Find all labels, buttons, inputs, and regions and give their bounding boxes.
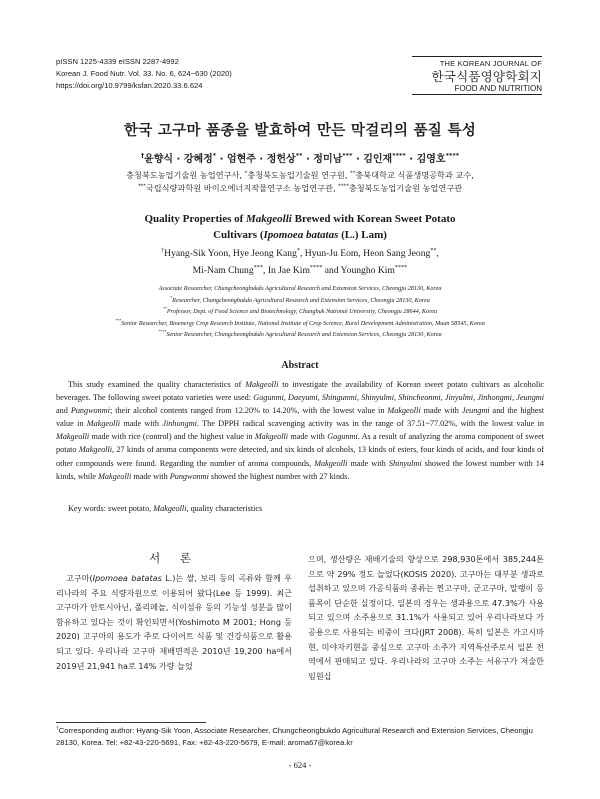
page-number: - 624 - <box>288 760 312 770</box>
author-list-en: †Hyang-Sik Yoon, Hye Jeong Kang*, Hyun-Ju Eom, Heon Sang Jeong**, Mi-Nam Chung***, In Jae Kim**** and Youngho Kim**** <box>161 246 439 276</box>
footnote-divider <box>56 722 206 723</box>
author-name: 김영호 <box>416 154 446 165</box>
author-name: 정미남 <box>313 154 343 165</box>
author-name: 강혜정 <box>183 154 213 165</box>
citation-block <box>56 56 232 92</box>
author-name: 윤향식 <box>144 154 174 165</box>
abstract-body: This study examined the quality characteristics of Makgeolli to investigate the availability of Korean sweet potato cultivars as alcoholic beverages. The following sweet potato varieties were used: Gogunmi, Daeyumi, Shingunmi, Shinyulmi, Shincheonmi, Jinyulmi, Jinhongmi, Jeungmi and Pungwonmi; their alcohol contents ranged from 12.20% to 14.20%, with the lowest value in Makgeolli made with Jeungmi and the highest value in Makgeolli made with Jinhongmi. The DPPH radical scavenging activity was in the range of 37.51~77.02%, with the lowest value in Makgeolli made with rice (control) and the highest value in Makgeolli made with Gogunmi. As a result of analyzing the aroma component of sweet potato Makgeolli, 27 kinds of aroma components were detected, and six kinds of alcohols, 13 kinds of esters, four kinds of acids, and four kinds of other compounds were found. Regarding the number of aroma compounds, Makgeolli made with Shinyulmi showed the lowest number with 14 kinds, while Makgeolli made with Pungwonmi showed the highest number with 27 kinds. <box>56 380 545 481</box>
affiliations-en: Associate Researcher, Chungcheongbukdo Agricultural Research and Extension Services, Cheongju 28130, Korea *Researcher, Chungcheongbukdo Agricultural Research and Extension Services, Cheongju 28130, Korea **Professor, Dept. of Food Science and Biotechnology, Chungbuk National University, Cheongju 28644, Korea ***Senior Researcher, Bioenergy Crop Research Institute, National Institute of Crop Science, Rural Development Administration, Muan 58545, Korea ****Senior Researcher, Chungcheongbukdo Agricultural Research and Extension Services, Cheongju 28130, Korea <box>115 285 485 338</box>
author-name: 정헌상 <box>266 154 296 165</box>
affiliations-ko: 충청북도농업기술원 농업연구사, *충청북도농업기술원 연구원, **충북대학교 식품생명공학과 교수, ***국립식량과학원 바이오에너지작물연구소 농업연구관, ****충청북도농업기술원 농업연구관 <box>126 170 474 193</box>
author-name: 김인재 <box>363 154 393 165</box>
doi-link[interactable]: https://doi.org/10.9799/ksfan.2020.33.6.624 <box>56 81 203 90</box>
journal-logo <box>412 56 542 95</box>
body-column-right: 으며, 생산량은 재배기술의 향상으로 298,930톤에서 385,244톤으로 약 29% 정도 늘었다(KOSIS 2020). 고구마는 대부분 생과로 섭취하고 있으며 가공식품의 종류는 찐고구마, 군고구마, 말랭이 등 품목이 단순한 실정이다. 일본의 경우는 생과용으로 47.3%가 사용되고 있으며 소주용으로 31.1%가 사용되고 있어 우리나라보다 가공용으로 사용되는 비중이 크다(JRT 2008). 특히 일본은 가고시마현, 미야자키현을 중심으로 고구마 소주가 지역특산주로서 일본 전역에서 판매되고 있다. 우리나라의 고구마 소주는 서유구가 저술한 임원십 <box>308 554 544 681</box>
paper-title-en: Quality Properties of Makgeolli Brewed with Korean Sweet Potato Cultivars (Ipomoea batatas (L.) Lam) <box>144 213 456 241</box>
body-column-left: 고구마(Ipomoea batatas L.)는 쌀, 보리 등의 곡류와 함께 우리나라의 주요 식량자원으로 이용되어 왔다(Lee 등 1999). 최근 고구마가 안토시아닌, 폴리페놀, 식이섬유 등의 기능성 성분을 많이 함유하고 있다는 것이 확인되면서(Yoshimoto M 2001; Hong 등 2020) 고구마의 용도가 주로 다이어트 식품 및 건강식품으로 활용되고 있다. 우리나라 고구마 재배면적은 2010년 19,200 ha에서 2019년 21,941 ha로 14% 가량 늘었 <box>56 573 292 671</box>
journal-name-en-bottom: FOOD AND NUTRITION <box>412 84 542 95</box>
corresponding-author-footnote: †Corresponding author: Hyang-Sik Yoon, Associate Researcher, Chungcheongbukdo Agricultural Research and Extension Services, Cheongju 28130, Korea. Tel: +82-43-220-5691, Fax: +82-43-220-5679, E-mail: aroma67@korea.kr <box>56 726 533 747</box>
section-heading-introduction: 서 론 <box>149 551 199 565</box>
paper-title-ko: 한국 고구마 품종을 발효하여 만든 막걸리의 품질 특성 <box>123 123 477 139</box>
abstract-heading: Abstract <box>281 360 319 371</box>
journal-name-en-top: THE KOREAN JOURNAL OF <box>412 56 542 68</box>
author-name: 엄현주 <box>226 154 256 165</box>
journal-name-ko: 한국식품영양학회지 <box>431 69 542 84</box>
author-list-ko: †윤향식 · 강혜정* · 엄현주 · 정헌상** · 정미남*** · 김인재**** · 김영호**** <box>140 151 460 165</box>
citation-line: Korean J. Food Nutr. Vol. 33. No. 6, 624~630 (2020) <box>56 69 232 78</box>
issn-line: pISSN 1225-4339 eISSN 2287-4992 <box>56 57 179 66</box>
keywords: Key words: sweet potato, Makgeolli, quality characteristics <box>68 504 263 513</box>
